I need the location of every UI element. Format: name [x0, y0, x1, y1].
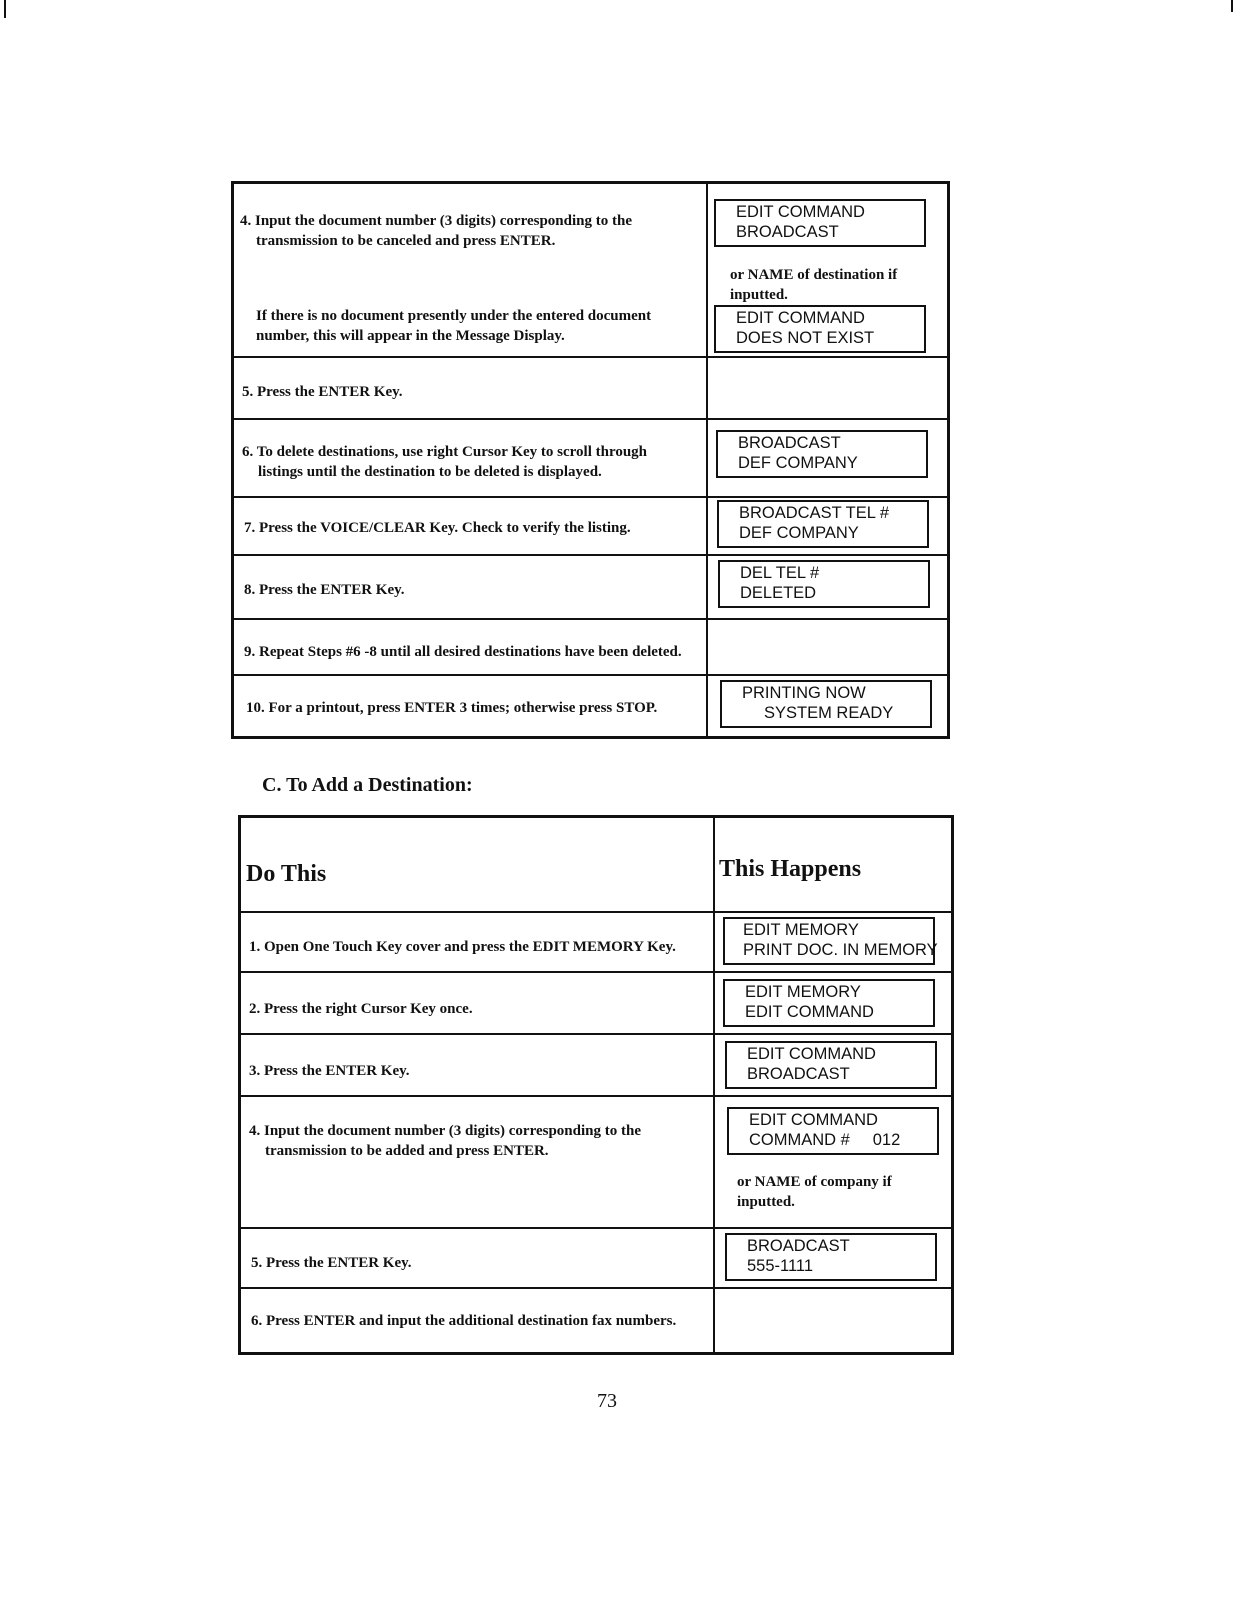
right-edge-mark: [1231, 0, 1233, 12]
note-line: or NAME of destination if: [730, 267, 898, 283]
lcd-line: PRINTING NOW: [742, 684, 866, 702]
lcd-display: [717, 500, 929, 548]
lcd-line: EDIT COMMAND: [749, 1111, 878, 1129]
table-row: [234, 556, 947, 620]
table-row: [241, 1289, 951, 1352]
step-text: [240, 211, 700, 251]
step-text: 1. Open One Touch Key cover and press the EDIT MEMORY Key.: [249, 939, 676, 955]
step-line: transmission to be canceled and press ENTER.: [256, 233, 556, 249]
table-row: [234, 498, 947, 556]
left-edge-mark: [4, 0, 6, 18]
lcd-line: BROADCAST: [738, 434, 841, 452]
lcd-line: SYSTEM READY: [764, 704, 894, 722]
lcd-line: EDIT COMMAND: [736, 309, 865, 327]
add-destination-table: [238, 815, 954, 1355]
delete-destination-table: [231, 181, 950, 739]
lcd-display: [714, 305, 926, 353]
lcd-line: EDIT MEMORY: [745, 983, 861, 1001]
lcd-line: DEF COMPANY: [739, 524, 859, 542]
lcd-line: EDIT COMMAND: [745, 1003, 874, 1021]
note-line: inputted.: [730, 287, 788, 303]
table-row: [234, 420, 947, 498]
step-text: 10. For a printout, press ENTER 3 times; otherwise press STOP.: [246, 700, 658, 716]
step-line: 6. To delete destinations, use right Cursor Key to scroll through: [242, 444, 648, 460]
step-text: [249, 1121, 709, 1161]
header-do-this: Do This: [246, 861, 327, 887]
sub-note-text: [256, 306, 706, 346]
page-number: 73: [597, 1390, 617, 1412]
step-text: 5. Press the ENTER Key.: [251, 1255, 412, 1271]
table-row: [241, 1229, 951, 1289]
lcd-line: COMMAND # 012: [749, 1131, 901, 1149]
lcd-display: [725, 1041, 937, 1089]
sub-note-line: number, this will appear in the Message Display.: [256, 328, 565, 344]
table-header-row: [241, 818, 951, 913]
step-line: transmission to be added and press ENTER.: [265, 1143, 549, 1159]
lcd-line: DEF COMPANY: [738, 454, 858, 472]
lcd-display: [716, 430, 928, 478]
step-line: 4. Input the document number (3 digits) corresponding to the: [240, 213, 632, 229]
lcd-display: [727, 1107, 939, 1155]
lcd-line: DOES NOT EXIST: [736, 329, 875, 347]
table-row: [234, 184, 947, 358]
note-line: inputted.: [737, 1194, 795, 1210]
lcd-line: EDIT COMMAND: [747, 1045, 876, 1063]
lcd-line: DEL TEL #: [740, 564, 820, 582]
note-line: or NAME of company if: [737, 1174, 892, 1190]
lcd-display: [720, 680, 932, 728]
lcd-line: 555-1111: [747, 1257, 814, 1275]
lcd-line: PRINT DOC. IN MEMORY: [743, 941, 938, 959]
table-row: [241, 1097, 951, 1229]
section-title: C. To Add a Destination:: [262, 774, 473, 796]
lcd-line: EDIT MEMORY: [743, 921, 859, 939]
table-row: [234, 358, 947, 420]
lcd-display: [725, 1233, 937, 1281]
lcd-line: BROADCAST TEL #: [739, 504, 890, 522]
step-line: listings until the destination to be deleted is displayed.: [258, 464, 602, 480]
table-row: [241, 973, 951, 1035]
step-text: 3. Press the ENTER Key.: [249, 1063, 410, 1079]
step-text: 8. Press the ENTER Key.: [244, 582, 405, 598]
lcd-display: [718, 560, 930, 608]
table-row: [234, 676, 947, 736]
lcd-line: DELETED: [740, 584, 817, 602]
step-text: 2. Press the right Cursor Key once.: [249, 1001, 473, 1017]
display-note: [730, 265, 940, 305]
header-this-happens: This Happens: [719, 856, 862, 882]
lcd-display: [723, 979, 935, 1027]
display-note: [737, 1172, 947, 1212]
table-row: [241, 1035, 951, 1097]
lcd-line: EDIT COMMAND: [736, 203, 865, 221]
sub-note-line: If there is no document presently under the entered document: [256, 308, 652, 324]
lcd-line: BROADCAST: [736, 223, 839, 241]
lcd-line: BROADCAST: [747, 1065, 850, 1083]
step-text: 5. Press the ENTER Key.: [242, 384, 403, 400]
step-text: 9. Repeat Steps #6 -8 until all desired destinations have been deleted.: [244, 644, 682, 660]
step-text: 7. Press the VOICE/CLEAR Key. Check to verify the listing.: [244, 520, 631, 536]
step-line: 4. Input the document number (3 digits) corresponding to the: [249, 1123, 641, 1139]
lcd-display: [714, 199, 926, 247]
step-text: 6. Press ENTER and input the additional destination fax numbers.: [251, 1313, 677, 1329]
table-row: [241, 913, 951, 973]
lcd-line: BROADCAST: [747, 1237, 850, 1255]
step-text: [242, 442, 702, 482]
lcd-display: [723, 917, 938, 965]
table-row: [234, 620, 947, 676]
